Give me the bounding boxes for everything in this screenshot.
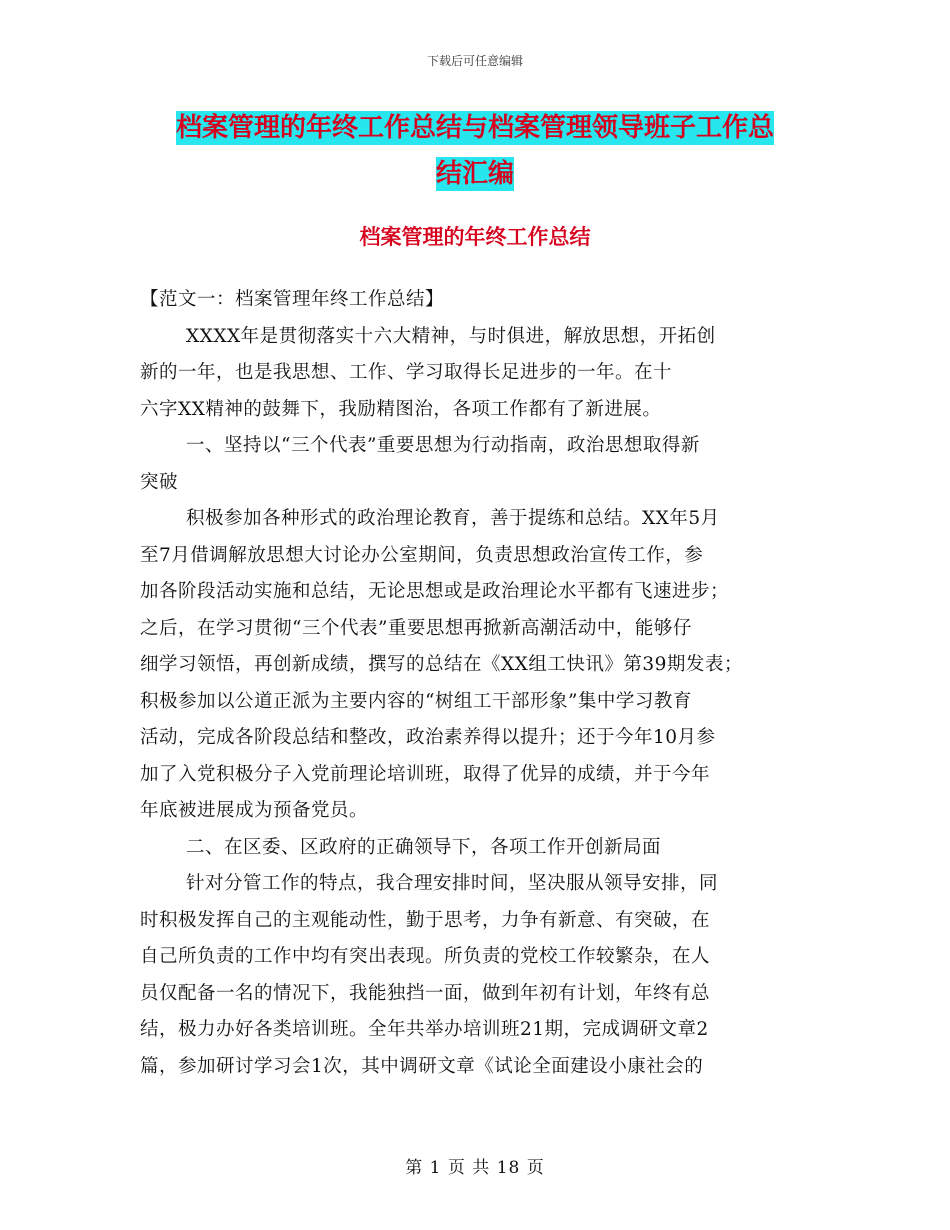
text-line: 至7月借调解放思想大讨论办公室期间，负责思想政治宣传工作，参 bbox=[140, 544, 704, 566]
text-line: 之后，在学习贯彻“三个代表”重要思想再掀新高潮活动中，能够仔 bbox=[140, 617, 692, 639]
page-header-note: 下载后可任意编辑 bbox=[426, 54, 523, 68]
text-line: 积极参加以公道正派为主要内容的“树组工干部形象”集中学习教育 bbox=[140, 690, 692, 712]
text-line: 积极参加各种形式的政治理论教育，善于提练和总结。XX年5月 bbox=[186, 508, 720, 529]
text-line: 加了入党积极分子入党前理论培训班，取得了优异的成绩，并于今年 bbox=[140, 763, 711, 785]
text-line: 员仅配备一名的情况下，我能独挡一面，做到年初有计划，年终有总 bbox=[140, 982, 711, 1004]
page-number-footer: 第 1 页 共 18 页 bbox=[405, 1158, 545, 1178]
text-line: 突破 bbox=[140, 471, 179, 493]
text-line: 时积极发挥自己的主观能动性，勤于思考，力争有新意、有突破，在 bbox=[140, 909, 711, 931]
document-title-line-1 bbox=[0, 108, 950, 148]
text-line: 细学习领悟，再创新成绩，撰写的总结在《XX组工快讯》第39期发表； bbox=[140, 654, 743, 675]
text-line: 自己所负责的工作中均有突出表现。所负责的党校工作较繁杂，在人 bbox=[140, 946, 711, 967]
section-title: 档案管理的年终工作总结 bbox=[359, 225, 591, 249]
document-title-line-1-text: 档案管理的年终工作总结与档案管理领导班子工作总 bbox=[175, 113, 774, 143]
text-line: 【范文一：档案管理年终工作总结】 bbox=[140, 289, 445, 310]
document-title-line-2-text: 结汇编 bbox=[435, 159, 514, 189]
text-line: 新的一年，也是我思想、工作、学习取得长足进步的一年。在十 bbox=[140, 362, 673, 383]
document-title-line-2 bbox=[0, 154, 950, 194]
text-line: 年底被进展成为预备党员。 bbox=[140, 800, 369, 821]
text-line: 篇，参加研讨学习会1次，其中调研文章《试论全面建设小康社会的 bbox=[140, 1055, 704, 1077]
text-line: 针对分管工作的特点，我合理安排时间，坚决服从领导安排，同 bbox=[186, 873, 719, 894]
text-line: 六字XX精神的鼓舞下，我励精图治，各项工作都有了新进展。 bbox=[140, 398, 662, 420]
text-line: 一、坚持以“三个代表”重要思想为行动指南，政治思想取得新 bbox=[186, 435, 700, 456]
text-line: 加各阶段活动实施和总结，无论思想或是政治理论水平都有飞速进步； bbox=[140, 581, 730, 602]
text-line: 结，极力办好各类培训班。全年共举办培训班21期，完成调研文章2 bbox=[140, 1019, 709, 1040]
text-line: XXXX年是贯彻落实十六大精神，与时俱进，解放思想，开拓创 bbox=[186, 325, 716, 347]
text-line: 活动，完成各阶段总结和整改，政治素养得以提升；还于今年10月参 bbox=[140, 727, 716, 748]
text-line: 二、在区委、区政府的正确领导下，各项工作开创新局面 bbox=[186, 836, 662, 858]
